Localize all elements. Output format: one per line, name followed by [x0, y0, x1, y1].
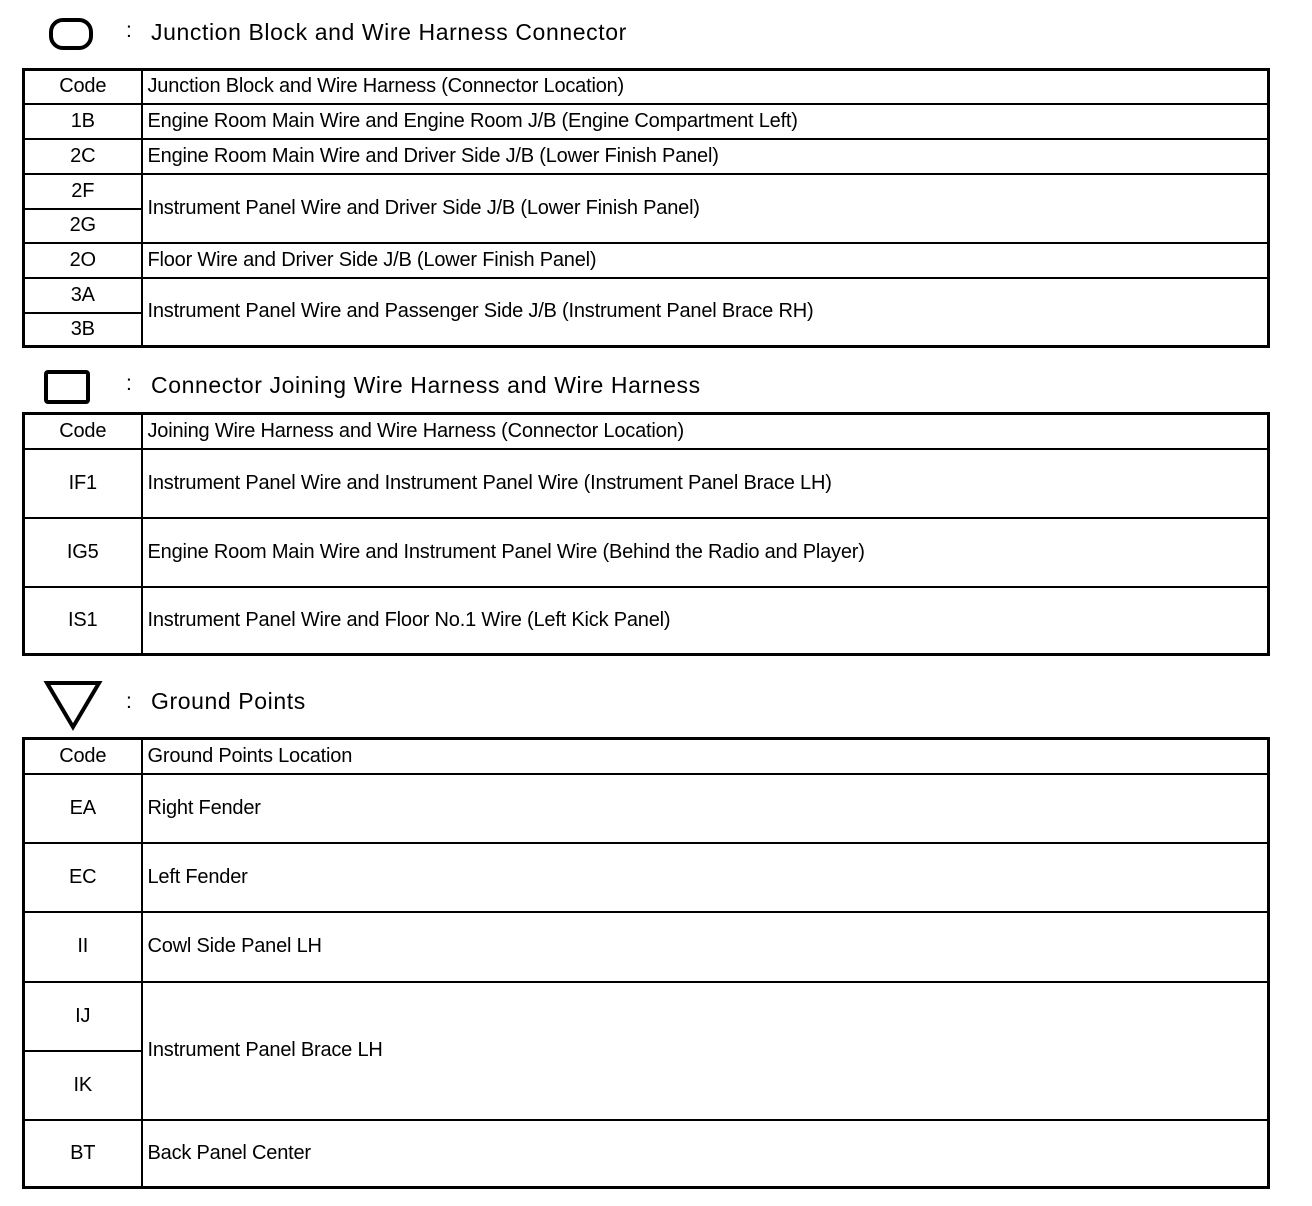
- table-row: [24, 982, 1269, 1051]
- row-description: Engine Room Main Wire and Driver Side J/B (Lower Finish Panel): [142, 139, 1269, 174]
- row-code: IK: [24, 1051, 142, 1120]
- row-description: Cowl Side Panel LH: [142, 912, 1269, 982]
- row-description: Engine Room Main Wire and Instrument Panel Wire (Behind the Radio and Player): [142, 518, 1269, 587]
- downward-triangle-icon: [43, 678, 103, 732]
- section-title: Ground Points: [151, 688, 306, 714]
- heading-colon: :: [126, 690, 132, 713]
- section-heading-connector-joining: [0, 364, 1312, 408]
- heading-colon: :: [126, 19, 132, 42]
- header-code: Code: [24, 414, 142, 449]
- header-code: Code: [24, 70, 142, 104]
- table-header-row: [24, 70, 1269, 104]
- row-code: II: [24, 912, 142, 982]
- connector-joining-table: [22, 412, 1270, 656]
- section-heading-junction-block: [0, 12, 1312, 56]
- row-code: 2C: [24, 139, 142, 174]
- row-code: EC: [24, 843, 142, 912]
- row-description: Engine Room Main Wire and Engine Room J/B (Engine Compartment Left): [142, 104, 1269, 139]
- header-code: Code: [24, 739, 142, 774]
- rectangle-icon: [43, 369, 91, 405]
- row-code: 1B: [24, 104, 142, 139]
- row-code: IG5: [24, 518, 142, 587]
- table-row: [24, 774, 1269, 843]
- table-row: [24, 587, 1269, 655]
- row-description: Back Panel Center: [142, 1120, 1269, 1188]
- table-row: [24, 104, 1269, 139]
- row-code: EA: [24, 774, 142, 843]
- rounded-rectangle-icon: [48, 17, 94, 51]
- table-row: [24, 518, 1269, 587]
- table-header-row: [24, 414, 1269, 449]
- row-description: Instrument Panel Wire and Driver Side J/B (Lower Finish Panel): [142, 174, 1269, 243]
- row-code: 2O: [24, 243, 142, 278]
- table-row: [24, 243, 1269, 278]
- row-code: BT: [24, 1120, 142, 1188]
- table-row: [24, 278, 1269, 313]
- row-code: 2F: [24, 174, 142, 209]
- row-description: Instrument Panel Wire and Floor No.1 Wire (Left Kick Panel): [142, 587, 1269, 655]
- table-row: [24, 139, 1269, 174]
- row-code: 3A: [24, 278, 142, 313]
- row-code: 2G: [24, 209, 142, 243]
- section-title: Junction Block and Wire Harness Connector: [151, 19, 627, 45]
- row-description: Right Fender: [142, 774, 1269, 843]
- row-description: Floor Wire and Driver Side J/B (Lower Finish Panel): [142, 243, 1269, 278]
- table-row: [24, 843, 1269, 912]
- header-description: Junction Block and Wire Harness (Connector Location): [142, 70, 1269, 104]
- row-description: Instrument Panel Wire and Passenger Side J/B (Instrument Panel Brace RH): [142, 278, 1269, 347]
- table-row: [24, 174, 1269, 209]
- section-title: Connector Joining Wire Harness and Wire Harness: [151, 372, 701, 398]
- row-description: Instrument Panel Brace LH: [142, 982, 1269, 1120]
- table-header-row: [24, 739, 1269, 774]
- row-code: 3B: [24, 313, 142, 347]
- table-row: [24, 912, 1269, 982]
- row-code: IF1: [24, 449, 142, 518]
- row-description: Left Fender: [142, 843, 1269, 912]
- junction-block-table: [22, 68, 1270, 348]
- ground-points-table: [22, 737, 1270, 1189]
- heading-colon: :: [126, 372, 132, 395]
- header-description: Ground Points Location: [142, 739, 1269, 774]
- header-description: Joining Wire Harness and Wire Harness (Connector Location): [142, 414, 1269, 449]
- row-description: Instrument Panel Wire and Instrument Panel Wire (Instrument Panel Brace LH): [142, 449, 1269, 518]
- section-heading-ground-points: [0, 678, 1312, 722]
- table-row: [24, 449, 1269, 518]
- table-row: [24, 1120, 1269, 1188]
- row-code: IJ: [24, 982, 142, 1051]
- row-code: IS1: [24, 587, 142, 655]
